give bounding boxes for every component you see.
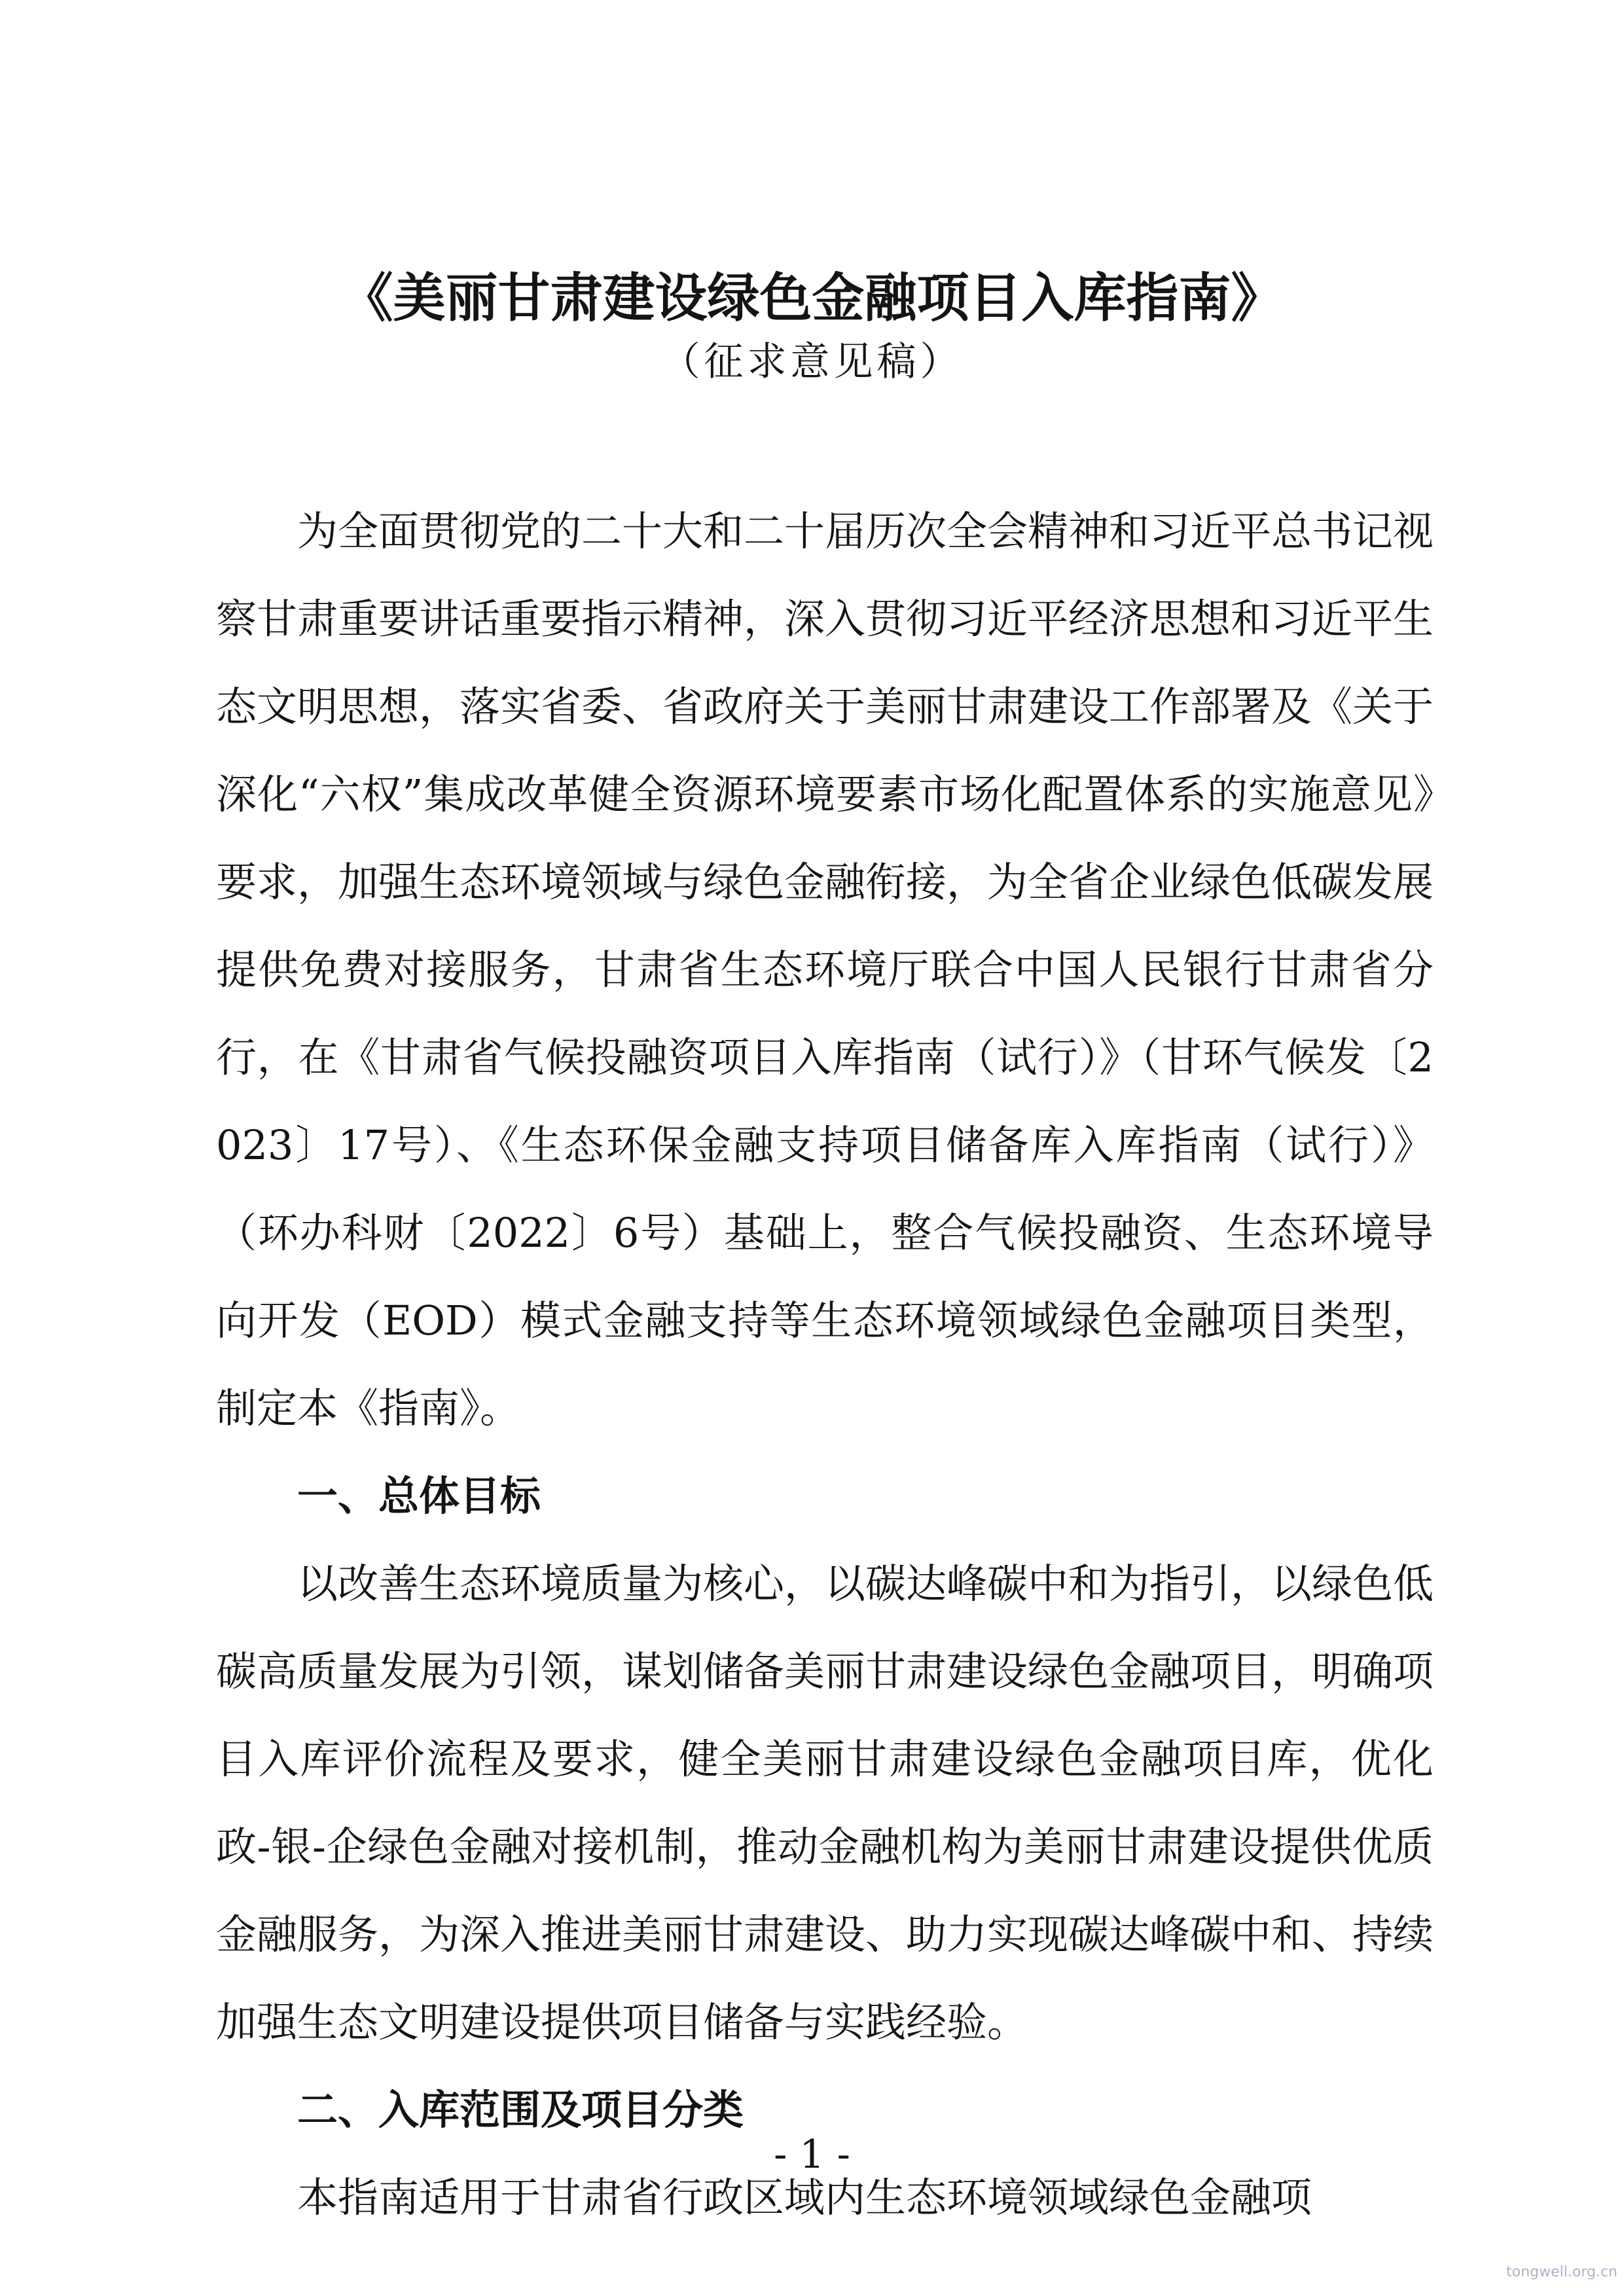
document-body <box>216 488 1434 2242</box>
section-2-heading: 二、入库范围及项目分类 <box>297 2086 744 2134</box>
section-2-paragraph: 本指南适用于甘肃省行政区域内生态环境领域绿色金融项 <box>297 2174 1312 2221</box>
section-1-heading: 一、总体目标 <box>297 1472 541 1520</box>
document-title: 《美丽甘肃建设绿色金融项目入库指南》 <box>340 267 1284 329</box>
watermark: tongwell.org.cn <box>1506 2264 1617 2280</box>
document-subtitle: （征求意见稿） <box>660 339 964 385</box>
intro-paragraph: 为全面贯彻党的二十大和二十届历次全会精神和习近平总书记视察甘肃重要讲话重要指示精神，深入贯彻习近平经济思想和习近平生态文明思想，落实省委、省政府关于美丽甘肃建设工作部署及《关于深化“六权”集成改革健全资源环境要素市场化配置体系的实施意见》要求，加强生态环境领域与绿色金融衔接，为全省企业绿色低碳发展提供免费对接服务，甘肃省生态环境厅联合中国人民银行甘肃省分行，在《甘肃省气候投融资项目入库指南（试行）》（甘环气候发〔2023〕17号）、《生态环保金融支持项目储备库入库指南（试行）》（环办科财〔2022〕6号）基础上，整合气候投融资、生态环境导向开发（EOD）模式金融支持等生态环境领域绿色金融项目类型，制定本《指南》。 <box>216 507 1434 1432</box>
section-1-paragraph: 以改善生态环境质量为核心，以碳达峰碳中和为指引，以绿色低碳高质量发展为引领，谋划储备美丽甘肃建设绿色金融项目，明确项目入库评价流程及要求，健全美丽甘肃建设绿色金融项目库，优化政-银-企绿色金融对接机制，推动金融机构为美丽甘肃建设提供优质金融服务，为深入推进美丽甘肃建设、助力实现碳达峰碳中和、持续加强生态文明建设提供项目储备与实践经验。 <box>216 1560 1434 2046</box>
page-number: - 1 - <box>774 2132 850 2178</box>
